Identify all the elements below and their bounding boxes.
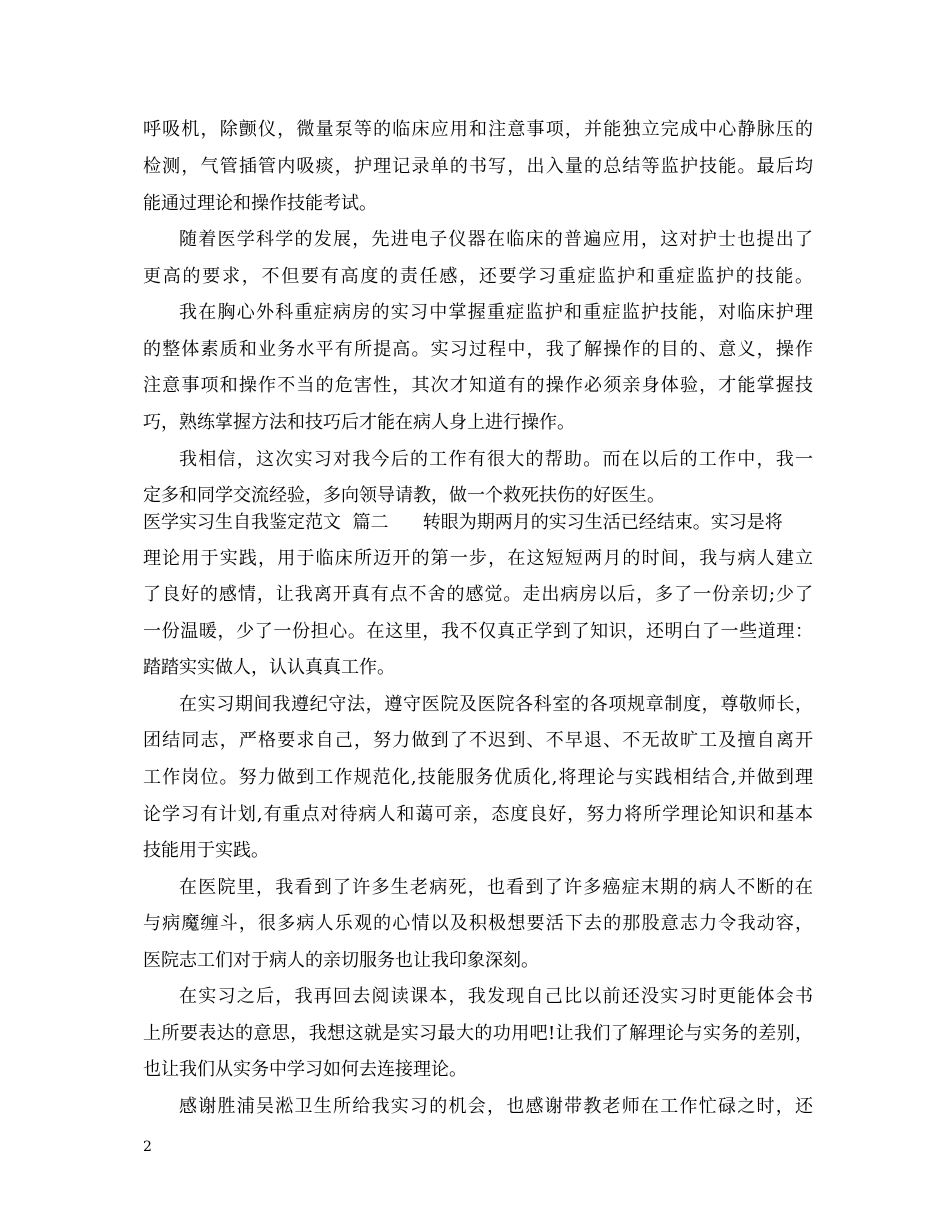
text-line: 上所要表达的意思，我想这就是实习最大的功用吧!让我们了解理论与实务的差别， xyxy=(143,1023,813,1044)
text-line: 注意事项和操作不当的危害性，其次才知道有的操作必须亲身体验，才能掌握技 xyxy=(143,375,813,396)
text-line: 更高的要求，不但要有高度的责任感，还要学习重症监护和重症监护的技能。 xyxy=(143,266,813,287)
text-line: 论学习有计划,有重点对待病人和蔼可亲，态度良好，努力将所学理论知识和基本 xyxy=(143,804,813,825)
text-line: 呼吸机，除颤仪，微量泵等的临床应用和注意事项，并能独立完成中心静脉压的 xyxy=(143,119,813,140)
text-line: 我在胸心外科重症病房的实习中掌握重症监护和重症监护技能，对临床护理 xyxy=(179,302,813,323)
text-line: 技能用于实践。 xyxy=(143,840,269,861)
text-line: 理论用于实践，用于临床所迈开的第一步，在这短短两月的时间，我与病人建立 xyxy=(143,548,813,569)
text-line: 感谢胜浦吴淞卫生所给我实习的机会，也感谢带教老师在工作忙碌之时，还 xyxy=(179,1096,813,1117)
text-line: 定多和同学交流经验，多向领导请教，做一个救死扶伤的好医生。 xyxy=(143,485,665,506)
section-heading-line: 医学实习生自我鉴定范文 篇二 转眼为期两月的实习生活已经结束。实习是将 xyxy=(143,512,783,533)
text-line: 也让我们从实务中学习如何去连接理论。 xyxy=(143,1059,467,1080)
text-line: 团结同志，严格要求自己，努力做到了不迟到、不早退、不无故旷工及擅自离开 xyxy=(143,730,813,751)
text-line: 的整体素质和业务水平有所提高。实习过程中，我了解操作的目的、意义，操作 xyxy=(143,339,813,360)
text-line: 在医院里，我看到了许多生老病死，也看到了许多癌症末期的病人不断的在 xyxy=(179,877,813,898)
text-line: 在实习期间我遵纪守法，遵守医院及医院各科室的各项规章制度，尊敬师长， xyxy=(179,694,813,715)
text-line: 踏踏实实做人，认认真真工作。 xyxy=(143,657,395,678)
text-line: 工作岗位。努力做到工作规范化,技能服务优质化,将理论与实践相结合,并做到理 xyxy=(143,767,813,788)
text-line: 能通过理论和操作技能考试。 xyxy=(143,193,377,214)
text-line: 与病魔缠斗，很多病人乐观的心情以及积极想要活下去的那股意志力令我动容， xyxy=(143,913,813,934)
text-line: 巧，熟练掌握方法和技巧后才能在病人身上进行操作。 xyxy=(143,412,575,433)
text-line: 医院志工们对于病人的亲切服务也让我印象深刻。 xyxy=(143,950,539,971)
text-line: 一份温暖，少了一份担心。在这里，我不仅真正学到了知识，还明白了一些道理： xyxy=(143,621,813,642)
text-line: 了良好的感情，让我离开真有点不舍的感觉。走出病房以后，多了一份亲切;少了 xyxy=(143,584,813,605)
text-line: 在实习之后，我再回去阅读课本，我发现自己比以前还没实习时更能体会书 xyxy=(179,986,813,1007)
text-line: 检测，气管插管内吸痰，护理记录单的书写，出入量的总结等监护技能。最后均 xyxy=(143,156,813,177)
page-number: 2 xyxy=(143,1139,152,1155)
text-line: 随着医学科学的发展，先进电子仪器在临床的普遍应用，这对护士也提出了 xyxy=(179,229,813,250)
text-line: 我相信，这次实习对我今后的工作有很大的帮助。而在以后的工作中，我一 xyxy=(179,449,813,470)
